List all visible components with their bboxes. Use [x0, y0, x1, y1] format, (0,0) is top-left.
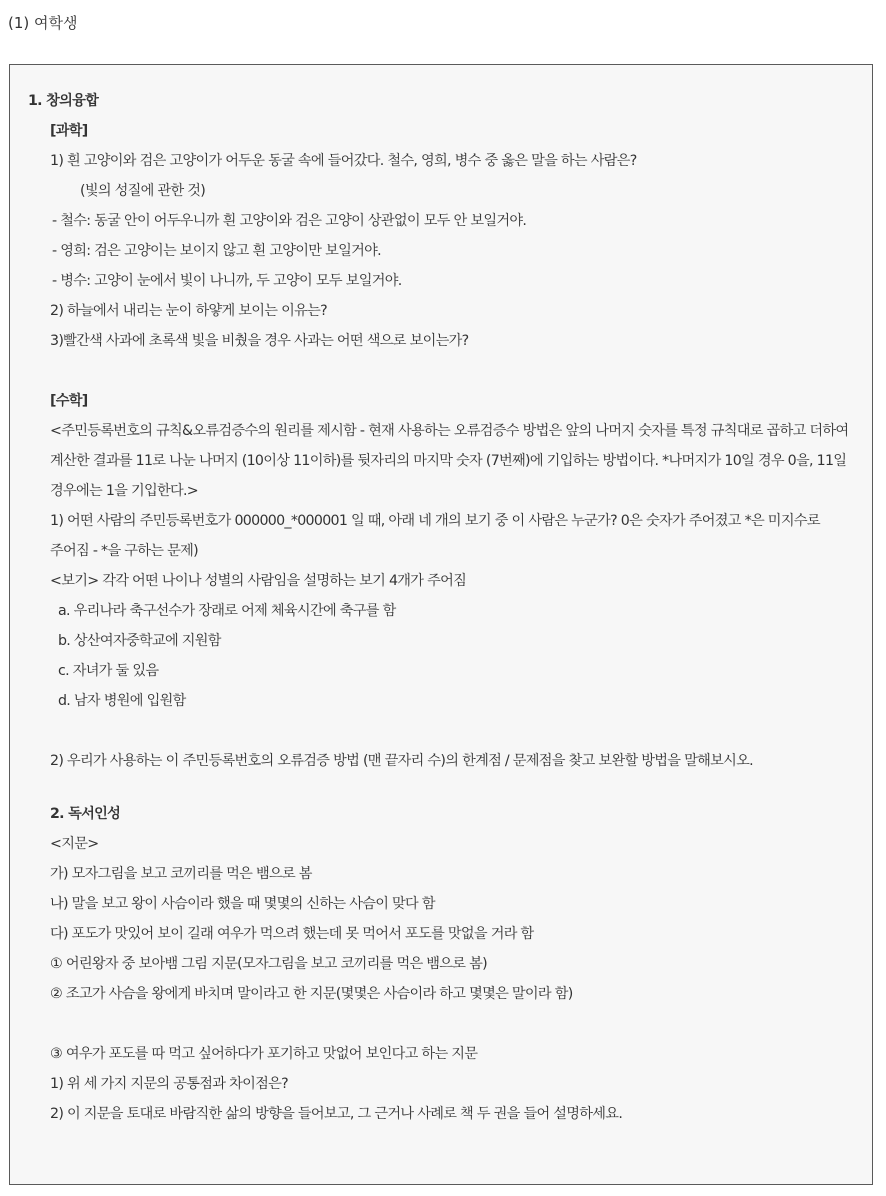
science-q2: 2) 하늘에서 내리는 눈이 하얗게 보이는 이유는? [50, 303, 327, 319]
math-intro: <주민등록번호의 규칙&오류검증수의 원리를 제시함 - 현재 사용하는 오류검증수 방법은 앞의 나머지 숫자를 특정 규칙대로 곱하고 더하여 계산한 결과를 11로 나눈 나머지 (10이상 11이하)를 뒷자리의 마지막 숫자 (7번째)에 기입하는 방법이다. *나머지가 10일 경우 0을, 11일 경우에는 1을 기입한다.> [50, 423, 849, 499]
science-answer-1: - 철수: 동굴 안이 어두우니까 흰 고양이와 검은 고양이 상관없이 모두 안 보일거야. [52, 213, 527, 229]
math-option-b: b. 상산여자중학교에 지원함 [58, 633, 221, 649]
section-2-title: 2. 독서인성 [50, 806, 121, 822]
reading-q1: 1) 위 세 가지 지문의 공통점과 차이점은? [50, 1076, 288, 1092]
math-q1: 1) 어떤 사람의 주민등록번호가 000000_*000001 일 때, 아래 네 개의 보기 중 이 사람은 누군가? 0은 숫자가 주어졌고 *은 미지수로 주어짐 - *을 구하는 문제) [50, 513, 820, 559]
passage-circle-3: ③ 여우가 포도를 따 먹고 싶어하다가 포기하고 맛없어 보인다고 하는 지문 [50, 1046, 478, 1062]
science-label: [과학] [50, 123, 88, 139]
passage-ga: 가) 모자그림을 보고 코끼리를 먹은 뱀으로 봄 [50, 866, 312, 882]
spacer [28, 716, 858, 746]
reading-q2: 2) 이 지문을 토대로 바람직한 삶의 방향을 들어보고, 그 근거나 사례로 책 두 권을 들어 설명하세요. [50, 1106, 623, 1122]
content-box [9, 64, 873, 1185]
science-q1-note: (빛의 성질에 관한 것) [80, 183, 206, 199]
passage-circle-2: ② 조고가 사슴을 왕에게 바치며 말이라고 한 지문(몇몇은 사슴이라 하고 몇몇은 말이라 함) [50, 986, 573, 1002]
math-options-intro: <보기> 각각 어떤 나이나 성별의 사람임을 설명하는 보기 4개가 주어짐 [50, 573, 467, 589]
spacer [28, 356, 858, 386]
passage-label: <지문> [50, 836, 99, 852]
math-option-d: d. 남자 병원에 입원함 [58, 693, 186, 709]
science-q3: 3)빨간색 사과에 초록색 빛을 비췄을 경우 사과는 어떤 색으로 보이는가? [50, 333, 469, 349]
passage-circle-1: ① 어린왕자 중 보아뱀 그림 지문(모자그림을 보고 코끼리를 먹은 뱀으로 봄) [50, 956, 487, 972]
science-q1: 1) 흰 고양이와 검은 고양이가 어두운 동굴 속에 들어갔다. 철수, 영희, 병수 중 옳은 말을 하는 사람은? [50, 153, 637, 169]
math-option-a: a. 우리나라 축구선수가 장래로 어제 체육시간에 축구를 함 [58, 603, 396, 619]
section-1-title: 1. 창의융합 [28, 93, 99, 109]
passage-da: 다) 포도가 맛있어 보이 길래 여우가 먹으려 했는데 못 먹어서 포도를 맛없을 거라 함 [50, 926, 534, 942]
page-heading: (1) 여학생 [8, 14, 78, 32]
passage-na: 나) 말을 보고 왕이 사슴이라 했을 때 몇몇의 신하는 사슴이 맞다 함 [50, 896, 435, 912]
science-answer-2: - 영희: 검은 고양이는 보이지 않고 흰 고양이만 보일거야. [52, 243, 381, 259]
math-option-c: c. 자녀가 둘 있음 [58, 663, 159, 679]
science-answer-3: - 병수: 고양이 눈에서 빛이 나니까, 두 고양이 모두 보일거야. [52, 273, 402, 289]
spacer [28, 1009, 858, 1039]
math-label: [수학] [50, 393, 88, 409]
math-q2: 2) 우리가 사용하는 이 주민등록번호의 오류검증 방법 (맨 끝자리 수)의 한계점 / 문제점을 찾고 보완할 방법을 말해보시오. [50, 753, 753, 769]
